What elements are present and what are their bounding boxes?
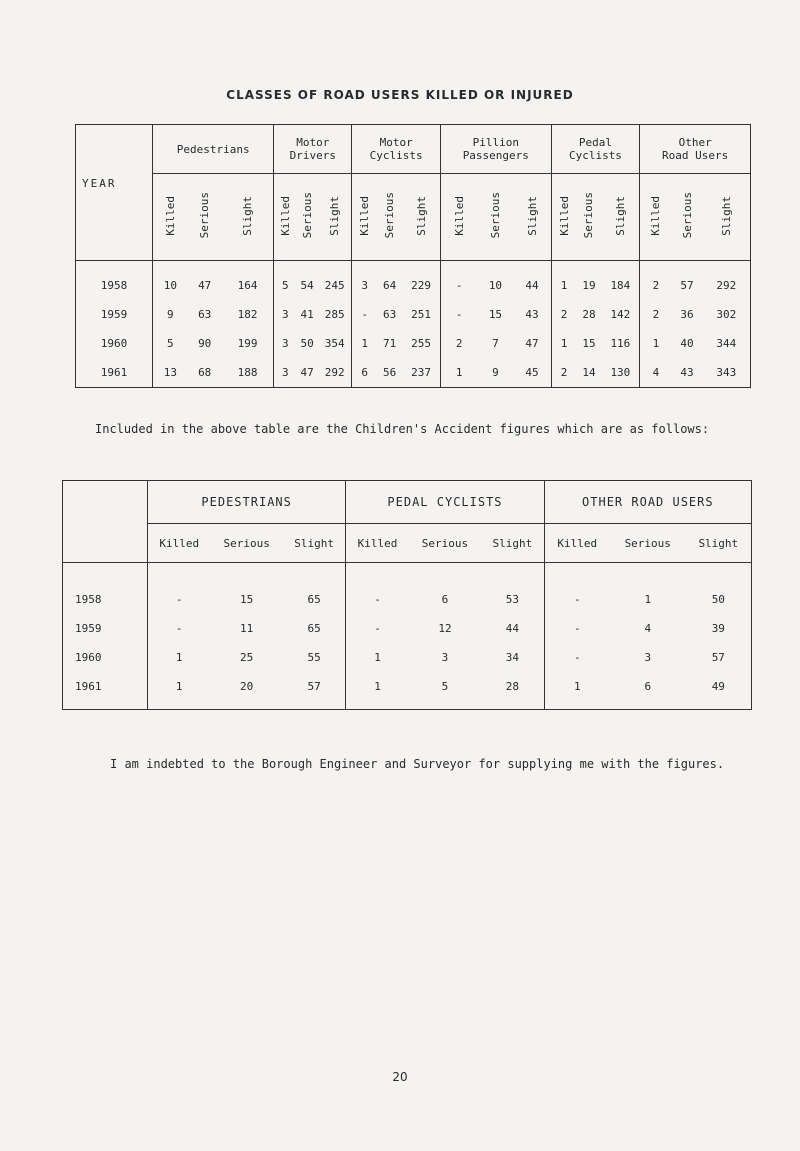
table-cell: 188 xyxy=(222,358,274,388)
table-cell: 40 xyxy=(680,337,694,350)
table-cell: 64 xyxy=(383,279,397,292)
table1-year-header: YEAR xyxy=(76,125,153,261)
table1-subheader: Killed xyxy=(551,174,576,261)
table-cell: 2 xyxy=(640,261,672,301)
table-cell: 1 xyxy=(148,643,211,672)
table-cell: - xyxy=(441,261,478,301)
table1-subheader: Slight xyxy=(402,174,440,261)
table-row xyxy=(63,672,752,710)
table-cell: 1 xyxy=(352,329,377,358)
table1-subheader: Slight xyxy=(318,174,352,261)
table-cell: 3 xyxy=(352,261,377,301)
table1-group-header-row xyxy=(76,125,751,174)
table-row xyxy=(63,614,752,643)
table-cell: 1 xyxy=(346,643,409,672)
table1-subheader: Killed xyxy=(640,174,672,261)
table-cell: 53 xyxy=(481,563,544,615)
table1-subheader: Killed xyxy=(441,174,478,261)
table-cell: 45 xyxy=(514,358,552,388)
table-cell: - xyxy=(346,614,409,643)
table1-group-header: Pedal Cyclists xyxy=(551,125,640,174)
table-cell: 116 xyxy=(601,329,639,358)
table-cell: 68 xyxy=(188,358,222,388)
road-users-table xyxy=(75,124,751,388)
table-cell: 184 xyxy=(601,261,639,301)
table-cell: 44 xyxy=(514,261,552,301)
table1-group-header: Other Road Users xyxy=(640,125,751,174)
table1-subheader: Serious xyxy=(377,174,402,261)
table-cell: 44 xyxy=(481,614,544,643)
table2-group-header: OTHER ROAD USERS xyxy=(544,481,751,524)
row-year: 1959 xyxy=(76,300,153,329)
table2-subheader: Serious xyxy=(610,524,686,563)
table-cell: 2 xyxy=(640,300,672,329)
table-cell: 71 xyxy=(383,337,397,350)
table1-subheader: Slight xyxy=(514,174,552,261)
table-cell: 47 xyxy=(514,329,552,358)
table-row xyxy=(76,329,751,358)
table1-subheader: Slight xyxy=(703,174,751,261)
table-cell: 4 xyxy=(644,622,652,635)
table-cell: - xyxy=(544,614,610,643)
table2-subheader: Slight xyxy=(481,524,544,563)
page-title: CLASSES OF ROAD USERS KILLED OR INJURED xyxy=(226,88,574,102)
table-cell: 43 xyxy=(671,358,702,388)
table1-subheader: Serious xyxy=(477,174,513,261)
table-cell: 1 xyxy=(148,672,211,710)
table-cell: 28 xyxy=(582,308,596,321)
table-cell: 1 xyxy=(551,261,576,301)
table1-group-header: Pedestrians xyxy=(153,125,274,174)
table-cell: 5 xyxy=(153,329,188,358)
row-year: 1961 xyxy=(76,358,153,388)
table2-subheader: Slight xyxy=(686,524,752,563)
table1-subheader: Killed xyxy=(274,174,296,261)
table-row xyxy=(63,643,752,672)
table-cell: 229 xyxy=(402,261,440,301)
table-cell: 20 xyxy=(210,672,282,710)
table-cell: 19 xyxy=(582,279,596,292)
table-row xyxy=(76,358,751,388)
table-cell: 255 xyxy=(402,329,440,358)
table-cell: 130 xyxy=(601,358,639,388)
table-cell: 3 xyxy=(274,358,296,388)
table-cell: 1 xyxy=(644,593,652,606)
table-row xyxy=(76,300,751,329)
table2-subheader: Killed xyxy=(544,524,610,563)
table-cell: 4 xyxy=(640,358,672,388)
table-cell: 199 xyxy=(222,329,274,358)
table2-group-header: PEDESTRIANS xyxy=(148,481,346,524)
row-year: 1961 xyxy=(63,672,148,710)
table1-group-header: Pillion Passengers xyxy=(441,125,552,174)
table-cell: 5 xyxy=(409,672,481,710)
table-cell: 63 xyxy=(198,308,212,321)
page-number: 20 xyxy=(392,1070,408,1084)
table1-group-header: Motor Drivers xyxy=(274,125,352,174)
table1-subheader: Serious xyxy=(576,174,601,261)
table-cell: 56 xyxy=(377,358,402,388)
table-row xyxy=(76,261,751,301)
table-cell: 15 xyxy=(488,308,503,321)
table-cell: 25 xyxy=(240,651,254,664)
table-cell: 292 xyxy=(318,358,352,388)
table-cell: 251 xyxy=(402,300,440,329)
table-cell: 63 xyxy=(383,308,397,321)
children-note: Included in the above table are the Children's Accident figures which are as follows: xyxy=(95,422,710,436)
table-cell: 50 xyxy=(686,563,752,615)
table-cell: - xyxy=(544,563,610,615)
children-accidents-table xyxy=(62,480,752,710)
table-cell: 9 xyxy=(477,358,513,388)
table-cell: 2 xyxy=(551,300,576,329)
table-cell: 5 xyxy=(274,261,296,301)
table-cell: 9 xyxy=(153,300,188,329)
table-row xyxy=(63,563,752,615)
table-cell: 39 xyxy=(686,614,752,643)
table2-corner xyxy=(63,481,148,563)
table-cell: 182 xyxy=(222,300,274,329)
table-cell: 6 xyxy=(441,593,449,606)
table-cell: 285 xyxy=(318,300,352,329)
table-cell: 1 xyxy=(640,329,672,358)
table-cell: 2 xyxy=(441,329,478,358)
table1-subheader: Killed xyxy=(352,174,377,261)
table2-subheader: Killed xyxy=(346,524,409,563)
table-cell: 65 xyxy=(283,614,346,643)
table-cell: 3 xyxy=(274,300,296,329)
table-cell: 354 xyxy=(318,329,352,358)
row-year: 1960 xyxy=(63,643,148,672)
table1-subheader: Slight xyxy=(222,174,274,261)
table-cell: 3 xyxy=(274,329,296,358)
table1-group-header: Motor Cyclists xyxy=(352,125,441,174)
table1-subheader: Serious xyxy=(188,174,222,261)
table-cell: 90 xyxy=(198,337,212,350)
table-cell: 302 xyxy=(703,300,751,329)
table-cell: 49 xyxy=(686,672,752,710)
table1-subheader: Serious xyxy=(296,174,318,261)
table-cell: 344 xyxy=(703,329,751,358)
table-cell: 12 xyxy=(438,622,452,635)
table-cell: 7 xyxy=(492,337,499,350)
row-year: 1959 xyxy=(63,614,148,643)
table-cell: 237 xyxy=(402,358,440,388)
table-cell: 57 xyxy=(680,279,694,292)
table-cell: - xyxy=(441,300,478,329)
table-cell: - xyxy=(346,563,409,615)
table-cell: - xyxy=(148,563,211,615)
table-cell: 1 xyxy=(544,672,610,710)
table-cell: 343 xyxy=(703,358,751,388)
table-cell: 11 xyxy=(240,622,254,635)
table-cell: 36 xyxy=(680,308,694,321)
acknowledgement-note: I am indebted to the Borough Engineer and Surveyor for supplying me with the figures. xyxy=(110,757,725,771)
table-cell: 142 xyxy=(601,300,639,329)
row-year: 1958 xyxy=(76,261,153,301)
table-cell: 41 xyxy=(300,308,314,321)
table1-subheader: Slight xyxy=(601,174,639,261)
table2-subheader: Serious xyxy=(210,524,282,563)
table-cell: 28 xyxy=(481,672,544,710)
table-cell: - xyxy=(544,643,610,672)
table-cell: 47 xyxy=(198,279,212,292)
table-cell: 1 xyxy=(551,329,576,358)
table-cell: 57 xyxy=(686,643,752,672)
table-cell: 3 xyxy=(441,651,449,664)
table2-subheader: Serious xyxy=(409,524,481,563)
row-year: 1958 xyxy=(63,563,148,615)
table-cell: 47 xyxy=(296,358,318,388)
table-cell: 10 xyxy=(488,279,503,292)
table-cell: - xyxy=(148,614,211,643)
table2-subheader-row xyxy=(63,524,752,563)
table-cell: 15 xyxy=(582,337,596,350)
table2-subheader: Slight xyxy=(283,524,346,563)
table-cell: 292 xyxy=(703,261,751,301)
row-year: 1960 xyxy=(76,329,153,358)
table2-group-header: PEDAL CYCLISTS xyxy=(346,481,544,524)
table-cell: 14 xyxy=(576,358,601,388)
table-cell: 34 xyxy=(481,643,544,672)
table-cell: 6 xyxy=(352,358,377,388)
table1-subheader-row xyxy=(76,174,751,261)
table-cell: - xyxy=(352,300,377,329)
table-cell: 2 xyxy=(551,358,576,388)
table-cell: 1 xyxy=(441,358,478,388)
table-cell: 245 xyxy=(318,261,352,301)
table-cell: 10 xyxy=(153,261,188,301)
table2-subheader: Killed xyxy=(148,524,211,563)
table-cell: 3 xyxy=(644,651,652,664)
table1-subheader: Serious xyxy=(671,174,702,261)
table1-subheader: Killed xyxy=(153,174,188,261)
table-cell: 13 xyxy=(153,358,188,388)
table-cell: 57 xyxy=(283,672,346,710)
table-cell: 6 xyxy=(610,672,686,710)
table-cell: 164 xyxy=(222,261,274,301)
table-cell: 1 xyxy=(346,672,409,710)
table-cell: 65 xyxy=(283,563,346,615)
table-cell: 50 xyxy=(300,337,314,350)
table-cell: 55 xyxy=(283,643,346,672)
table-cell: 15 xyxy=(240,593,254,606)
table-cell: 54 xyxy=(300,279,314,292)
table2-group-header-row xyxy=(63,481,752,524)
table-cell: 43 xyxy=(514,300,552,329)
